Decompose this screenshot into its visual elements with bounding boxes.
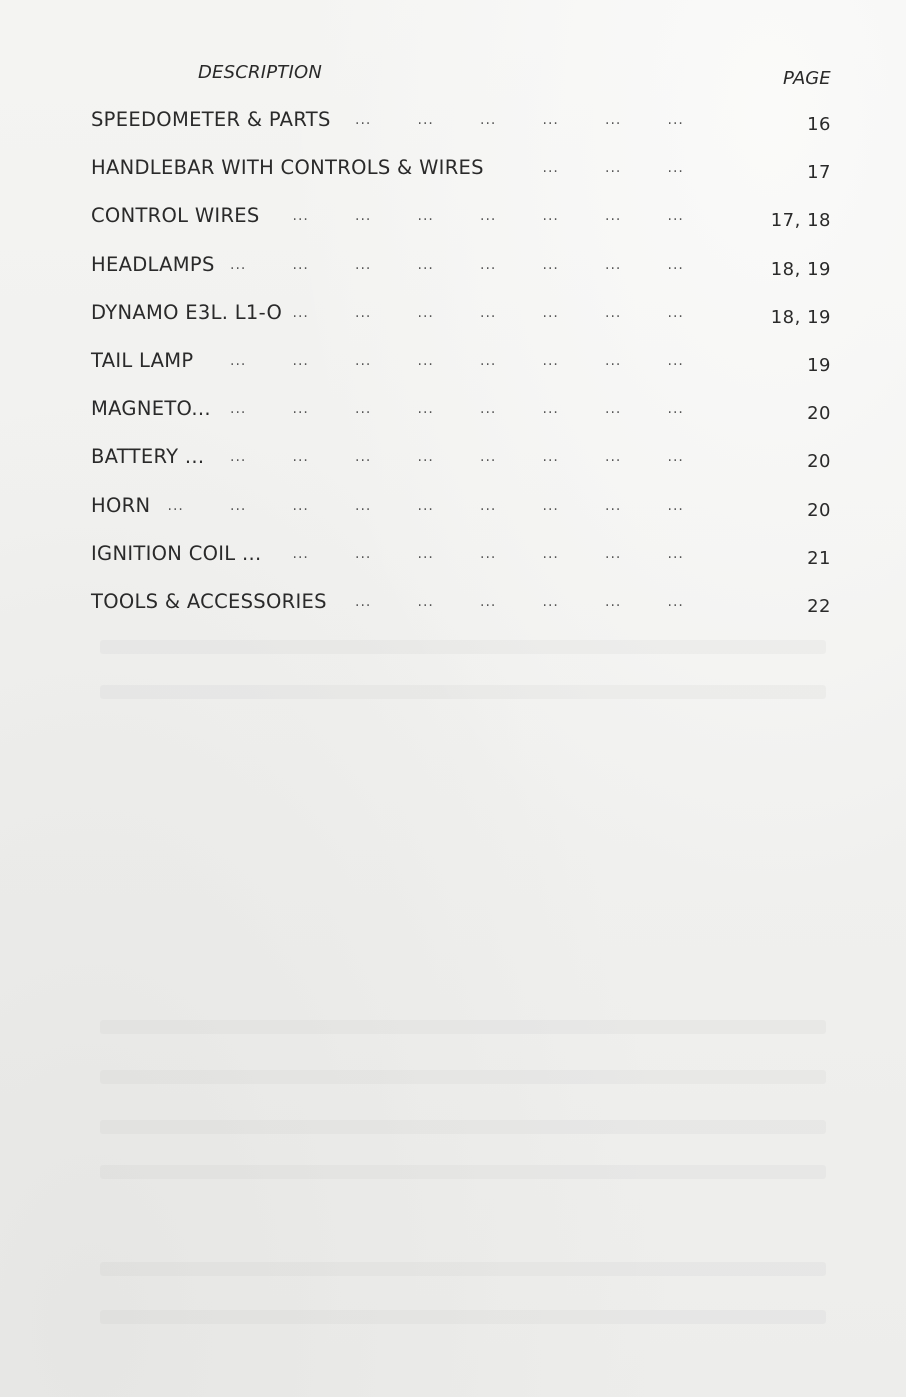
show-through-mark bbox=[100, 685, 826, 699]
toc-entry-description: HORN bbox=[91, 493, 151, 517]
show-through-mark bbox=[100, 1165, 826, 1179]
description-column-heading: DESCRIPTION bbox=[198, 62, 323, 83]
show-through-mark bbox=[100, 1070, 826, 1084]
toc-entry-page-number: 20 bbox=[807, 451, 831, 473]
toc-entry-description: MAGNETO... bbox=[91, 397, 211, 421]
toc-entry-page-number: 16 bbox=[807, 114, 831, 135]
page-column-heading: PAGE bbox=[783, 68, 831, 89]
toc-entry-page-number: 19 bbox=[807, 354, 831, 376]
toc-entry-description: TAIL LAMP bbox=[91, 348, 194, 372]
dot-leader: ... ... ... ... ... ... bbox=[355, 593, 684, 610]
toc-entry bbox=[0, 104, 906, 152]
toc-entry bbox=[0, 490, 906, 538]
table-of-contents bbox=[0, 104, 906, 634]
toc-header bbox=[0, 60, 906, 90]
toc-entry bbox=[0, 200, 906, 248]
toc-entry-description: IGNITION COIL ... bbox=[91, 541, 262, 565]
dot-leader: ... ... ... ... ... ... ... bbox=[292, 208, 684, 225]
show-through-mark bbox=[100, 1020, 826, 1034]
toc-entry bbox=[0, 586, 906, 634]
toc-entry-description: HANDLEBAR WITH CONTROLS & WIRES bbox=[91, 156, 484, 180]
toc-entry-page-number: 18, 19 bbox=[770, 258, 831, 280]
toc-entry-page-number: 22 bbox=[807, 595, 831, 617]
show-through-mark bbox=[100, 640, 826, 654]
toc-entry-page-number: 17, 18 bbox=[770, 210, 831, 232]
toc-entry-page-number: 20 bbox=[807, 403, 831, 425]
dot-leader: ... ... ... ... ... ... bbox=[355, 112, 684, 128]
dot-leader: ... ... ... ... ... ... ... ... bbox=[230, 256, 684, 273]
show-through-mark bbox=[100, 1120, 826, 1134]
toc-entry bbox=[0, 538, 906, 586]
toc-entry-description: BATTERY ... bbox=[91, 445, 205, 469]
toc-entry-page-number: 20 bbox=[807, 499, 831, 521]
dot-leader: ... ... ... bbox=[542, 160, 684, 177]
toc-entry bbox=[0, 345, 906, 393]
show-through-mark bbox=[100, 1262, 826, 1276]
dot-leader: ... ... ... ... ... ... ... ... bbox=[230, 449, 684, 466]
dot-leader: ... ... ... ... ... ... ... ... bbox=[230, 352, 684, 369]
dot-leader: ... ... ... ... ... ... ... bbox=[292, 304, 684, 321]
toc-entry bbox=[0, 441, 906, 489]
toc-entry-description: HEADLAMPS bbox=[91, 252, 215, 276]
toc-entry-description: SPEEDOMETER & PARTS bbox=[91, 108, 331, 131]
toc-entry bbox=[0, 297, 906, 345]
toc-entry-page-number: 17 bbox=[807, 162, 831, 184]
toc-entry-description: DYNAMO E3L. L1-O bbox=[91, 300, 283, 324]
dot-leader: ... ... ... ... ... ... ... ... bbox=[230, 401, 684, 418]
toc-entry bbox=[0, 393, 906, 441]
toc-entry-description: TOOLS & ACCESSORIES bbox=[91, 589, 327, 613]
dot-leader: ... ... ... ... ... ... ... bbox=[292, 545, 684, 562]
toc-entry-page-number: 21 bbox=[807, 547, 831, 569]
toc-entry-description: CONTROL WIRES bbox=[91, 204, 260, 228]
toc-entry-page-number: 18, 19 bbox=[770, 306, 831, 328]
dot-leader: ... ... ... ... ... ... ... ... ... bbox=[167, 497, 684, 514]
show-through-mark bbox=[100, 1310, 826, 1324]
toc-entry bbox=[0, 152, 906, 200]
toc-entry bbox=[0, 249, 906, 297]
